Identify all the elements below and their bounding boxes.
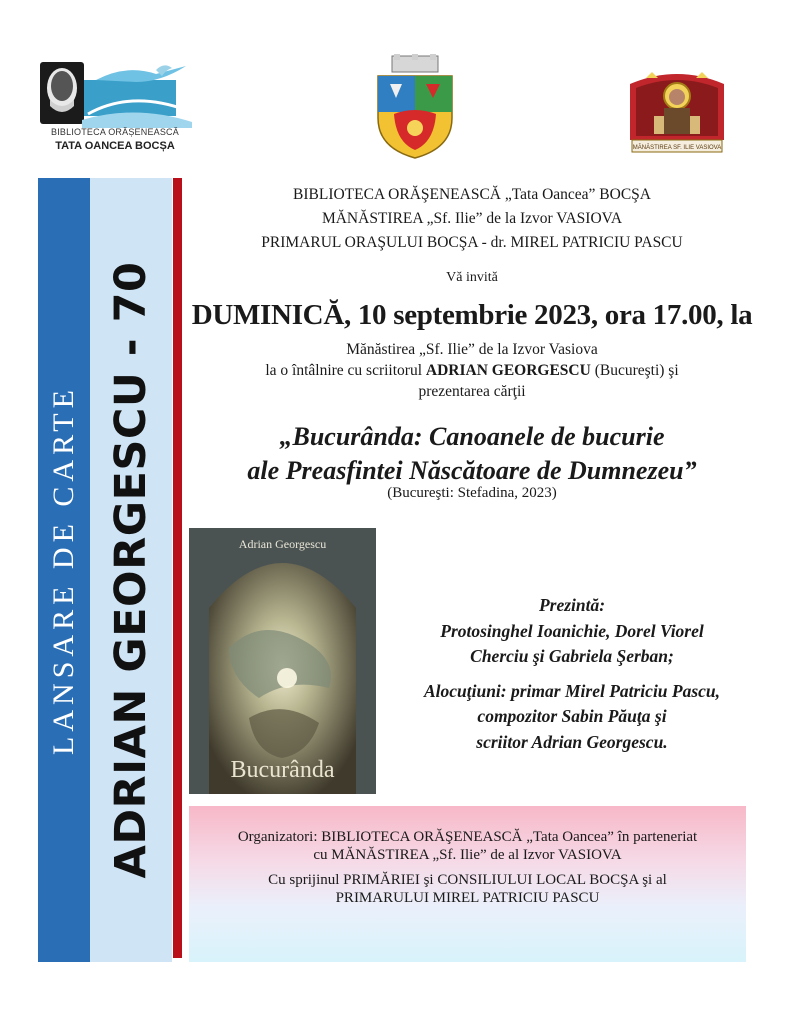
place-line-2 — [186, 360, 758, 381]
footer-line-2: cu MĂNĂSTIREA „Sf. Ilie” de al Izvor VASIOVA — [313, 847, 622, 863]
book-title — [186, 420, 758, 488]
presenters-line-1: Protosinghel Ioanichie, Dorel Viorel — [440, 621, 704, 641]
monastery-banner: MĂNĂSTIREA SF. ILIE VASIOVA — [632, 145, 722, 151]
place-line-2-pre: la o întâlnire cu scriitorul — [265, 362, 426, 379]
footer-line-4: PRIMARULUI MIREL PATRICIU PASCU — [335, 890, 600, 906]
place-line-2-post: (Bucureşti) şi — [590, 362, 679, 379]
book-cover — [189, 528, 376, 794]
author-name: ADRIAN GEORGESCU — [425, 362, 591, 379]
book-publisher: (Bucureşti: Stefadina, 2023) — [387, 485, 557, 501]
library-logo — [36, 60, 194, 158]
presenters-line-5: scriitor Adrian Georgescu. — [476, 732, 668, 752]
book-title-line-2: ale Preasfintei Născătoare de Dumnezeu” — [247, 456, 697, 485]
place-line-3: prezentarea cărţii — [418, 383, 526, 400]
book-title-line-1: „Bucurânda: Canoanele de bucurie — [279, 422, 665, 451]
organizer-line: MĂNĂSTIREA „Sf. Ilie” de la Izvor VASIOVA — [321, 210, 623, 227]
side-title-lansare: LANSARE DE CARTE — [47, 385, 80, 755]
side-bar-red — [173, 178, 182, 958]
presenters-line-2: Cherciu şi Gabriela Şerban; — [470, 646, 674, 666]
library-logo-caption-1: BIBLIOTECA ORĂȘENEASCĂ — [51, 127, 179, 137]
event-place — [186, 339, 758, 402]
presenters-line-4: compozitor Sabin Păuţa şi — [477, 706, 667, 726]
town-crest-icon — [372, 54, 458, 160]
book-cover-title: Bucurânda — [230, 757, 335, 783]
organizer-line: PRIMARUL ORAŞULUI BOCŞA - dr. MIREL PATRICIU PASCU — [261, 234, 683, 251]
book-cover-author: Adrian Georgescu — [238, 537, 327, 551]
monastery-logo-icon — [624, 70, 730, 156]
place-line-1: Mănăstirea „Sf. Ilie” de la Izvor Vasiova — [346, 341, 598, 358]
side-title-author: ADRIAN GEORGESCU - 70 — [106, 261, 156, 879]
presenters-line-3: Alocuţiuni: primar Mirel Patriciu Pascu, — [423, 681, 721, 701]
library-logo-icon — [36, 60, 194, 130]
side-bar-blue — [38, 178, 90, 962]
organizers-header — [186, 183, 758, 255]
library-logo-caption-2: TATA OANCEA BOCȘA — [55, 140, 175, 152]
book-cover-art-icon — [189, 528, 376, 794]
side-bar-light — [90, 178, 172, 962]
invite-text: Vă invită — [446, 270, 498, 285]
footer-line-3: Cu sprijinul PRIMĂRIEI şi CONSILIULUI LOCAL BOCŞA şi al — [268, 872, 667, 888]
presenters-heading: Prezintă: — [538, 595, 606, 615]
event-date: DUMINICĂ, 10 septembrie 2023, ora 17.00, la — [191, 299, 753, 331]
footer-line-1: Organizatori: BIBLIOTECA ORĂŞENEASCĂ „Tata Oancea” în parteneriat — [237, 829, 698, 845]
organizers-footer — [189, 806, 746, 962]
organizer-line: BIBLIOTECA ORĂŞENEASCĂ „Tata Oancea” BOCŞA — [293, 186, 651, 203]
